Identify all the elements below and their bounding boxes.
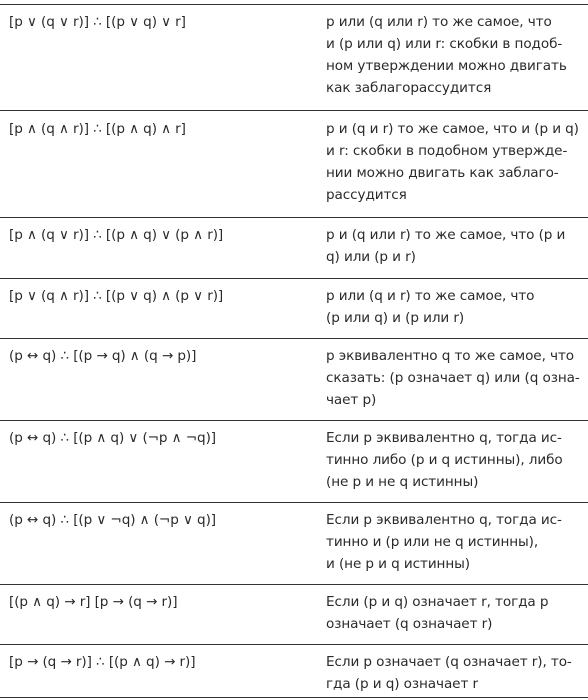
formula-cell: [(p ∧ q) → r] [p → (q → r)] [9, 594, 178, 610]
description-line: как заблагорассудится [326, 80, 492, 96]
formula-cell: [p ∧ (q ∧ r)] ∴ [(p ∧ q) ∧ r] [9, 121, 186, 137]
formula-cell: [p → (q → r)] ∴ [(p ∧ q) → r)] [9, 654, 196, 670]
formula-cell: [p ∨ (q ∧ r)] ∴ [(p ∨ q) ∧ (p ∨ r)] [9, 288, 224, 304]
description-cell [326, 345, 580, 411]
description-cell [326, 118, 579, 206]
formula-cell: [p ∨ (q ∨ r)] ∴ [(p ∨ q) ∨ r] [9, 14, 186, 30]
description-line: и r: скобки в подобном утвержде- [326, 143, 568, 159]
description-line: р эквивалентно q то же самое, что [326, 348, 574, 364]
description-cell [326, 651, 572, 695]
description-line: (не р и не q истинны) [326, 474, 479, 490]
description-line: тинно и (р или не q истинны), [326, 534, 539, 550]
description-line: гда (р и q) означает r [326, 676, 478, 692]
description-line: чает р) [326, 392, 377, 408]
description-line: Если р эквивалентно q, тогда ис- [326, 512, 562, 528]
description-line: и (р или q) или r: скобки в подоб- [326, 36, 563, 52]
table-rule [0, 420, 588, 421]
description-line: р или (q и r) то же самое, что [326, 288, 535, 304]
table-rule [0, 584, 588, 585]
description-cell [326, 509, 562, 575]
formula-cell: (p ↔ q) ∴ [(p → q) ∧ (q → p)] [9, 348, 197, 364]
description-line: Если р эквивалентно q, тогда ис- [326, 430, 562, 446]
table-rule [0, 338, 588, 339]
description-line: Если (р и q) означает r, тогда р [326, 594, 549, 610]
description-line: ном утверждении можно двигать [326, 58, 567, 74]
description-line: р и (q и r) то же самое, что и (р и q) [326, 121, 579, 137]
formula-cell: (p ↔ q) ∴ [(p ∨ ¬q) ∧ (¬p ∨ q)] [9, 512, 216, 528]
formula-cell: [p ∧ (q ∨ r)] ∴ [(p ∧ q) ∨ (p ∧ r)] [9, 227, 224, 243]
description-cell [326, 224, 565, 268]
table-rule [0, 217, 588, 218]
description-line: означает (q означает r) [326, 616, 493, 632]
description-line: и (не р и q истинны) [326, 556, 470, 572]
formula-cell: (p ↔ q) ∴ [(p ∧ q) ∨ (¬p ∧ ¬q)] [9, 430, 216, 446]
table-rule [0, 110, 588, 111]
description-line: q) или (р и r) [326, 249, 416, 265]
table-rule [0, 697, 588, 698]
table-rule [0, 502, 588, 503]
description-line: р и (q или r) то же самое, что (р и [326, 227, 566, 243]
description-line: сказать: (р означает q) или (q озна- [326, 370, 580, 386]
table-rule [0, 644, 588, 645]
table-rule [0, 4, 588, 5]
table-rule [0, 278, 588, 279]
description-cell [326, 11, 567, 99]
description-cell [326, 591, 548, 635]
description-line: Если р означает (q означает r), то- [326, 654, 572, 670]
description-line: р или (q или r) то же самое, что [326, 14, 552, 30]
description-cell [326, 427, 563, 493]
description-cell [326, 285, 534, 329]
description-line: (р или q) и (р или r) [326, 310, 465, 326]
description-line: нии можно двигать как заблаго- [326, 165, 559, 181]
description-line: тинно либо (р и q истинны), либо [326, 452, 563, 468]
description-line: рассудится [326, 187, 407, 203]
